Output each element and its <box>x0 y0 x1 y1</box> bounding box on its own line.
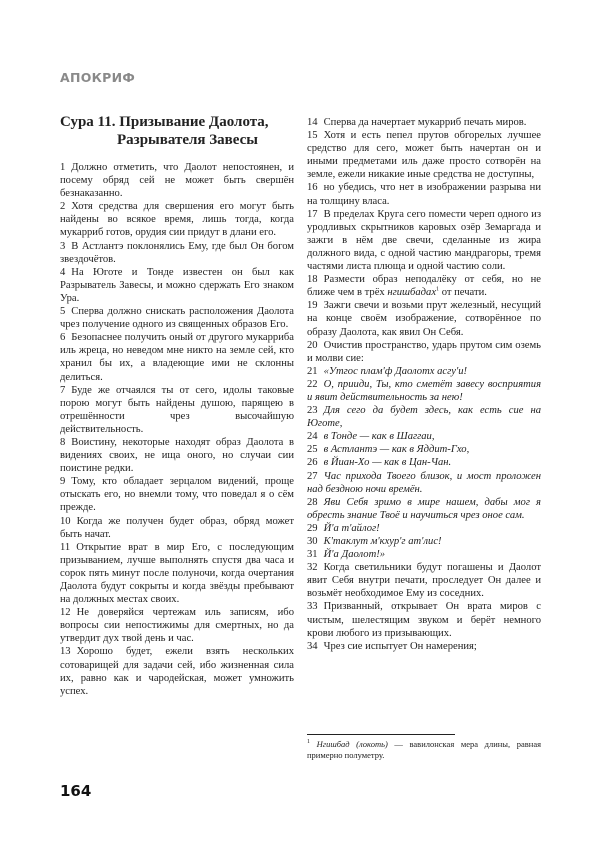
verse <box>307 456 541 469</box>
verse-text: Когда же получен будет образ, обряд может быть начат. <box>60 515 294 540</box>
verse-text: О, прииди, Ты, кто сметёт завесу восприятия и явит действительность за нею! <box>307 378 541 403</box>
verse-text: но убедись, что нет в изображении разрыва ни на толщину власа. <box>307 182 541 207</box>
verse <box>60 384 294 436</box>
running-head: АПОКРИФ <box>60 70 136 85</box>
verse-number: 27 <box>307 470 318 482</box>
left-column <box>60 113 294 698</box>
verse-number: 21 <box>307 365 318 377</box>
verse-text: Хорошо будет, ежели взять нескольких сотоварищей для задачи сей, ибо жизненная сила их, равно как и чародейская, может умножить успех. <box>60 646 294 697</box>
verse-number: 3 <box>60 240 66 252</box>
verse-text: Зажги свечи и возьми прут железный, несущий на конце своём изображение, сотворённое по образу Даолота, как явил Он Себя. <box>307 300 541 338</box>
verse-number: 16 <box>307 182 318 194</box>
verse <box>60 475 294 514</box>
verse <box>60 541 294 606</box>
verse <box>60 161 294 200</box>
verse <box>307 365 541 378</box>
verse-text: в Астлантэ — как в Яддит-Гхо, <box>323 444 470 456</box>
verse-number: 15 <box>307 130 318 142</box>
verse-number: 29 <box>307 522 318 534</box>
verse-number: 8 <box>60 436 66 448</box>
footnote-divider <box>307 734 455 735</box>
verse-number: 23 <box>307 405 318 417</box>
verse <box>60 266 294 305</box>
verse-number: 17 <box>307 208 318 220</box>
verse-text: На Юготе и Тонде известен он был как Разрыватель Завесы, и можно сдержать Его знаком Ура. <box>60 266 294 304</box>
verse <box>307 443 541 456</box>
verse-number: 28 <box>307 496 318 508</box>
verse-number: 32 <box>307 562 318 574</box>
verse <box>307 208 541 273</box>
title-line-1: Сура 11. Призывание Даолота, <box>60 114 269 130</box>
verse <box>60 331 294 383</box>
verse <box>307 339 541 365</box>
verse-text: Безопаснее получить оный от другого мукарриба иль жреца, но неведом мне никто на земле сей, кто хранил бы их, а владеющие ими не склонны делиться. <box>60 332 294 383</box>
verse-number: 4 <box>60 266 66 278</box>
verse <box>307 404 541 430</box>
title-line-2: Разрывателя Завесы <box>117 132 258 148</box>
verse-text: Открытие врат в мир Его, с последующим призыванием, лучше выполнять спустя два часа и сорок пять минут после полуночи, когда очертания Даолота будут сокрыты и когда звёзды пребывают на должных местах своих. <box>60 541 294 606</box>
chapter-title <box>60 113 294 149</box>
verse-text: Й'а т'айлог! <box>323 522 380 534</box>
verse-number: 9 <box>60 476 66 488</box>
verse-text: Хотя и есть пепел прутов обгорелых лучшее средство для сего, может быть начертан он и иными предметами иль даже просто сотворён на земле, ежели никакие иные средства не доступны, <box>307 130 541 181</box>
verse-number: 24 <box>307 431 318 443</box>
verse <box>60 240 294 266</box>
verse <box>307 496 541 522</box>
verse-text: Призванный, открывает Он врата миров с чистым, шелестящим звуком и берёт немного крови любого из призывающих. <box>307 601 541 639</box>
verse-text: В пределах Круга сего помести череп одного из уродливых скрытников каровых озёр Земаргада и зажги в нём две свечи, сделанные из жира должного вида, с одной частию мандрагоры, тремя частями листа плюща и одной частию соли. <box>307 208 541 273</box>
verse-text: Чрез сие испытует Он намерения; <box>323 640 477 652</box>
verse <box>307 561 541 600</box>
verse <box>307 181 541 207</box>
verse-text: в Тонде — как в Шаггаи, <box>323 431 435 443</box>
verse-number: 34 <box>307 640 318 652</box>
verse-text: Сперва должно снискать расположения Даолота чрез получение одного из священных образов Его. <box>60 306 294 331</box>
verse-text: Когда светильники будут погашены и Даолот явит Себя внутри печати, проследует Он далее и возьмёт необходимое Ему из соседних. <box>307 562 541 600</box>
right-column <box>307 116 541 653</box>
verse-text: Тому, кто обладает зерцалом видений, проще отыскать его, но внемли тому, что поведал я о сём прежде. <box>60 476 294 514</box>
verse-text: «Утгос плам'ф Даолотх асгу'и! <box>323 365 468 377</box>
verse <box>307 548 541 561</box>
verse-number: 19 <box>307 300 318 312</box>
verse-text: Хотя средства для свершения его могут быть найдены во всякое время, лишь тогда, когда мукарриб готов, орудия сии придут в длани его. <box>60 201 294 239</box>
verse-18: 18 Размести образ неподалёку от себя, но не ближе чем в трёх нгишбадах$^1$ от печати. <box>307 274 541 299</box>
page-number: 164 <box>60 782 92 800</box>
verse-list <box>60 161 294 698</box>
verse-text: К'таклут м'кхур'г ат'лис! <box>323 536 442 547</box>
verse-text: Для сего да будет здесь, как есть сие на Юготе, <box>307 405 541 430</box>
verse-text: Не доверяйся чертежам иль записям, ибо вопросы сии непостижимы для смертных, но да утвердит дух твой день и час. <box>60 607 294 645</box>
verse-text: В Астлантэ поклонялись Ему, где был Он богом звездочётов. <box>60 240 294 265</box>
verse-number: 33 <box>307 601 318 613</box>
verse <box>307 430 541 443</box>
verse <box>60 305 294 331</box>
verse-number: 22 <box>307 378 318 390</box>
verse <box>307 116 541 129</box>
verse-number: 26 <box>307 457 318 469</box>
verse <box>60 645 294 697</box>
verse-number: 12 <box>60 607 71 619</box>
verse-number: 13 <box>60 646 71 658</box>
verse-number: 31 <box>307 549 318 561</box>
footnote-term: нгишбадах <box>387 287 437 299</box>
verse-text: Буде же отчаялся ты от сего, идолы таковые порою могут быть найдены душою, парящею в отрешённости чрез высочайшую действительность. <box>60 384 294 435</box>
verse <box>60 200 294 239</box>
verse-list <box>307 116 541 273</box>
verse-number: 14 <box>307 117 318 128</box>
verse <box>60 606 294 645</box>
verse-text: Час прихода Твоего близок, и мост проложен над бездною ночи времён. <box>307 470 541 495</box>
verse-number: 2 <box>60 201 66 213</box>
verse <box>307 470 541 496</box>
verse-number: 10 <box>60 515 71 527</box>
verse-number: 11 <box>60 541 71 553</box>
verse <box>307 640 541 653</box>
footnote: $^1$ Нгишбад (локоть) — вавилонская мера длины, равная примерно полуметру. <box>307 739 542 760</box>
verse-text: Й'а Даолот!» <box>323 549 386 561</box>
verse <box>307 299 541 338</box>
verse-text: в Йиан-Хо — как в Цан-Чан. <box>323 457 452 469</box>
verse-number: 5 <box>60 306 66 318</box>
footnote-ref[interactable]: 1 <box>436 286 440 293</box>
verse <box>60 436 294 475</box>
verse <box>307 129 541 181</box>
verse-text: Очистив пространство, ударь прутом сим оземь и молви сие: <box>307 339 541 364</box>
verse <box>307 535 541 548</box>
verse-number: 1 <box>60 162 66 173</box>
verse-number: 30 <box>307 536 318 547</box>
verse-number: 20 <box>307 339 318 351</box>
verse <box>307 522 541 535</box>
verse-text: Сперва да начертает мукарриб печать миров. <box>323 117 527 128</box>
verse-text: Должно отметить, что Даолот непостоянен, и посему обряд сей не может быть свершён безнаказанно. <box>60 162 294 200</box>
verse-number: 25 <box>307 444 318 456</box>
verse <box>60 515 294 541</box>
verse <box>307 600 541 639</box>
verse <box>307 378 541 404</box>
verse-number: 6 <box>60 332 66 344</box>
verse-number: 7 <box>60 384 66 396</box>
verse-text: Воистину, некоторые находят образ Даолота в видениях своих, не ища оного, но случаи сии поистине редки. <box>60 436 294 475</box>
verse-text: Яви Себя зримо в мире нашем, дабы мог я обресть знание Твоё и научиться чрез оное сам. <box>307 496 541 521</box>
verse-list <box>307 299 541 653</box>
